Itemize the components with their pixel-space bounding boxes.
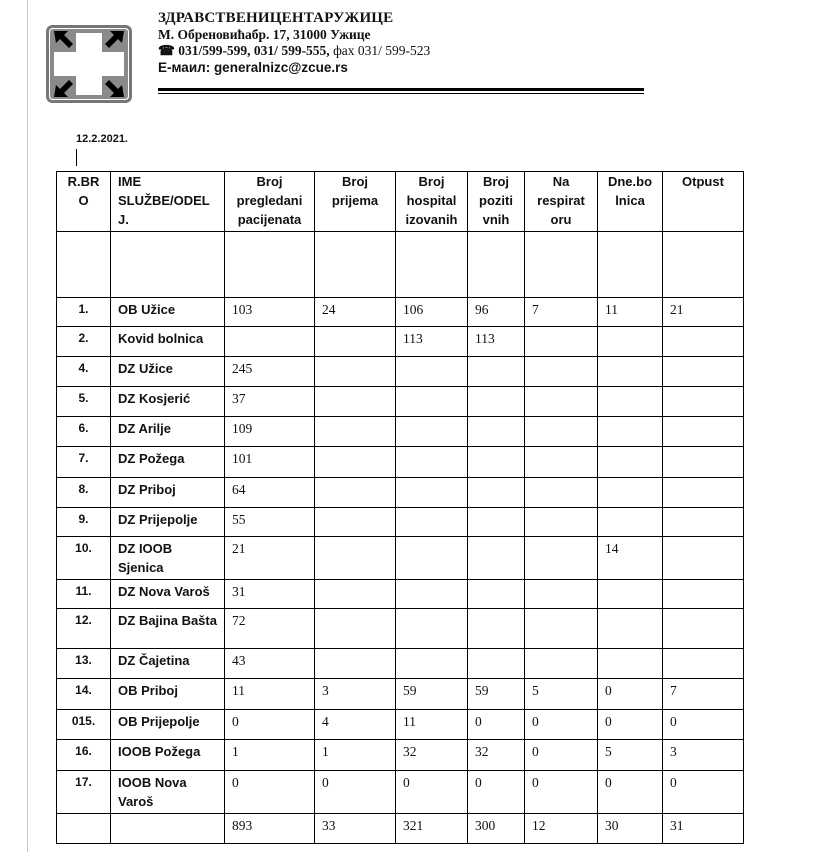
table-row <box>57 387 744 417</box>
value-cell <box>525 478 598 508</box>
facility-name: OB Priboj <box>111 679 225 710</box>
row-number: 10. <box>57 537 111 580</box>
table-row <box>57 771 744 814</box>
value-cell <box>468 417 525 447</box>
value-cell <box>315 387 396 417</box>
column-header: Dne.bo lnica <box>598 172 663 232</box>
value-cell: 12 <box>525 814 598 844</box>
table-row <box>57 478 744 508</box>
column-header: Broj hospital izovanih <box>396 172 468 232</box>
value-cell <box>468 609 525 649</box>
value-cell <box>663 580 744 609</box>
row-number: 2. <box>57 327 111 357</box>
facility-name: OB Prijepolje <box>111 710 225 740</box>
organization-address: М. Обреновићабр. 17, 31000 Ужице <box>158 27 371 42</box>
value-cell: 1 <box>315 740 396 771</box>
table-row <box>57 740 744 771</box>
value-cell: 96 <box>468 298 525 327</box>
column-header: Otpust <box>663 172 744 232</box>
value-cell: 0 <box>525 710 598 740</box>
value-cell <box>468 387 525 417</box>
value-cell <box>525 357 598 387</box>
value-cell: 11 <box>225 679 315 710</box>
table-row <box>57 609 744 649</box>
table-row <box>57 679 744 710</box>
row-number: 015. <box>57 710 111 740</box>
row-number: 16. <box>57 740 111 771</box>
header-rule-thick <box>158 88 644 91</box>
value-cell: 32 <box>468 740 525 771</box>
value-cell: 321 <box>396 814 468 844</box>
value-cell <box>315 649 396 679</box>
value-cell: 14 <box>598 537 663 580</box>
value-cell: 113 <box>468 327 525 357</box>
report-date: 12.2.2021. <box>76 133 128 145</box>
value-cell: 0 <box>598 679 663 710</box>
value-cell <box>598 417 663 447</box>
table-row <box>57 537 744 580</box>
value-cell: 37 <box>225 387 315 417</box>
value-cell: 0 <box>598 710 663 740</box>
blank-cell <box>57 232 111 298</box>
row-number: 11. <box>57 580 111 609</box>
value-cell: 300 <box>468 814 525 844</box>
fax-number: фах 031/ 599-523 <box>329 43 431 58</box>
value-cell: 64 <box>225 478 315 508</box>
value-cell <box>396 609 468 649</box>
value-cell: 0 <box>468 771 525 814</box>
value-cell <box>396 417 468 447</box>
blank-cell <box>663 232 744 298</box>
value-cell <box>396 508 468 537</box>
value-cell <box>396 387 468 417</box>
facility-name: DZ Prijepolje <box>111 508 225 537</box>
facility-name <box>111 814 225 844</box>
value-cell <box>663 417 744 447</box>
column-header: Broj pregledani pacijenata <box>225 172 315 232</box>
table-row <box>57 814 744 844</box>
table-row <box>57 447 744 478</box>
column-header: Broj poziti vnih <box>468 172 525 232</box>
value-cell <box>663 327 744 357</box>
value-cell <box>315 417 396 447</box>
value-cell: 113 <box>396 327 468 357</box>
value-cell <box>525 508 598 537</box>
value-cell: 59 <box>396 679 468 710</box>
value-cell: 106 <box>396 298 468 327</box>
value-cell: 0 <box>525 740 598 771</box>
value-cell: 59 <box>468 679 525 710</box>
blank-cell <box>225 232 315 298</box>
value-cell: 0 <box>525 771 598 814</box>
table-blank-row <box>57 232 744 298</box>
value-cell: 21 <box>663 298 744 327</box>
value-cell: 0 <box>468 710 525 740</box>
phone-numbers: ☎ 031/599-599, 031/ 599-555, <box>158 43 330 58</box>
value-cell <box>468 478 525 508</box>
table-row <box>57 508 744 537</box>
value-cell: 4 <box>315 710 396 740</box>
row-number: 6. <box>57 417 111 447</box>
covid-report-table <box>56 171 744 844</box>
facility-name: IOOB Požega <box>111 740 225 771</box>
value-cell <box>598 357 663 387</box>
value-cell: 11 <box>396 710 468 740</box>
value-cell: 21 <box>225 537 315 580</box>
value-cell: 893 <box>225 814 315 844</box>
value-cell <box>525 649 598 679</box>
value-cell: 245 <box>225 357 315 387</box>
page-margin-line <box>27 0 28 852</box>
facility-name: IOOB Nova Varoš <box>111 771 225 814</box>
value-cell: 109 <box>225 417 315 447</box>
value-cell <box>598 649 663 679</box>
value-cell: 30 <box>598 814 663 844</box>
row-number: 12. <box>57 609 111 649</box>
value-cell <box>598 508 663 537</box>
value-cell <box>468 508 525 537</box>
value-cell <box>663 649 744 679</box>
value-cell <box>225 327 315 357</box>
value-cell <box>468 580 525 609</box>
value-cell: 43 <box>225 649 315 679</box>
value-cell <box>315 447 396 478</box>
facility-name: DZ Kosjerić <box>111 387 225 417</box>
value-cell <box>315 508 396 537</box>
value-cell <box>468 447 525 478</box>
table-row <box>57 649 744 679</box>
value-cell <box>396 478 468 508</box>
blank-cell <box>598 232 663 298</box>
value-cell <box>525 447 598 478</box>
value-cell: 0 <box>225 710 315 740</box>
value-cell <box>468 537 525 580</box>
value-cell: 3 <box>315 679 396 710</box>
column-header: IME SLUŽBE/ODEL J. <box>111 172 225 232</box>
value-cell: 5 <box>525 679 598 710</box>
value-cell: 103 <box>225 298 315 327</box>
value-cell <box>396 447 468 478</box>
value-cell <box>598 609 663 649</box>
value-cell: 31 <box>663 814 744 844</box>
value-cell: 0 <box>225 771 315 814</box>
facility-name: DZ Požega <box>111 447 225 478</box>
value-cell <box>663 537 744 580</box>
value-cell <box>663 609 744 649</box>
value-cell <box>315 580 396 609</box>
red-cross-logo-icon <box>46 25 132 103</box>
value-cell: 0 <box>396 771 468 814</box>
value-cell <box>598 580 663 609</box>
value-cell <box>598 327 663 357</box>
row-number: 17. <box>57 771 111 814</box>
table-row <box>57 357 744 387</box>
text-cursor <box>76 149 77 166</box>
value-cell <box>396 580 468 609</box>
row-number: 7. <box>57 447 111 478</box>
value-cell <box>525 537 598 580</box>
value-cell <box>525 580 598 609</box>
value-cell: 32 <box>396 740 468 771</box>
header-rule-thin <box>158 93 644 94</box>
facility-name: OB Užice <box>111 298 225 327</box>
facility-name: DZ Bajina Bašta <box>111 609 225 649</box>
table-header-row <box>57 172 744 232</box>
value-cell: 3 <box>663 740 744 771</box>
value-cell <box>525 417 598 447</box>
value-cell <box>315 537 396 580</box>
facility-name: DZ Nova Varoš <box>111 580 225 609</box>
table-row <box>57 417 744 447</box>
value-cell: 55 <box>225 508 315 537</box>
value-cell <box>663 478 744 508</box>
column-header: Na respirat oru <box>525 172 598 232</box>
value-cell <box>315 478 396 508</box>
value-cell <box>315 609 396 649</box>
value-cell <box>598 447 663 478</box>
blank-cell <box>468 232 525 298</box>
table-row <box>57 580 744 609</box>
value-cell: 72 <box>225 609 315 649</box>
table-row <box>57 298 744 327</box>
value-cell: 7 <box>525 298 598 327</box>
table-row <box>57 710 744 740</box>
row-number: 5. <box>57 387 111 417</box>
value-cell: 24 <box>315 298 396 327</box>
table-row <box>57 327 744 357</box>
row-number: 9. <box>57 508 111 537</box>
value-cell <box>315 327 396 357</box>
value-cell <box>315 357 396 387</box>
facility-name: DZ Arilje <box>111 417 225 447</box>
value-cell <box>663 387 744 417</box>
blank-cell <box>315 232 396 298</box>
value-cell <box>525 609 598 649</box>
blank-cell <box>525 232 598 298</box>
value-cell <box>396 649 468 679</box>
value-cell <box>468 649 525 679</box>
value-cell <box>598 478 663 508</box>
value-cell: 101 <box>225 447 315 478</box>
row-number: 14. <box>57 679 111 710</box>
row-number <box>57 814 111 844</box>
row-number: 8. <box>57 478 111 508</box>
value-cell <box>396 537 468 580</box>
value-cell <box>663 357 744 387</box>
value-cell: 0 <box>663 771 744 814</box>
value-cell: 11 <box>598 298 663 327</box>
facility-name: DZ Užice <box>111 357 225 387</box>
blank-cell <box>396 232 468 298</box>
value-cell: 0 <box>663 710 744 740</box>
value-cell <box>663 508 744 537</box>
facility-name: DZ IOOB Sjenica <box>111 537 225 580</box>
row-number: 13. <box>57 649 111 679</box>
value-cell: 33 <box>315 814 396 844</box>
row-number: 4. <box>57 357 111 387</box>
value-cell <box>396 357 468 387</box>
value-cell <box>525 387 598 417</box>
facility-name: DZ Priboj <box>111 478 225 508</box>
row-number: 1. <box>57 298 111 327</box>
letterhead <box>158 10 430 76</box>
facility-name: Kovid bolnica <box>111 327 225 357</box>
phone-line <box>158 43 430 59</box>
facility-name: DZ Čajetina <box>111 649 225 679</box>
value-cell: 31 <box>225 580 315 609</box>
column-header: R.BR O <box>57 172 111 232</box>
value-cell <box>598 387 663 417</box>
value-cell <box>663 447 744 478</box>
value-cell: 7 <box>663 679 744 710</box>
email-line: Е-маил: generalnizc@zcue.rs <box>158 60 348 75</box>
value-cell: 5 <box>598 740 663 771</box>
blank-cell <box>111 232 225 298</box>
value-cell <box>525 327 598 357</box>
value-cell: 0 <box>598 771 663 814</box>
value-cell: 1 <box>225 740 315 771</box>
value-cell: 0 <box>315 771 396 814</box>
organization-name: ЗДРАВСТВЕНИЦЕНТАРУЖИЦЕ <box>158 10 394 26</box>
column-header: Broj prijema <box>315 172 396 232</box>
value-cell <box>468 357 525 387</box>
